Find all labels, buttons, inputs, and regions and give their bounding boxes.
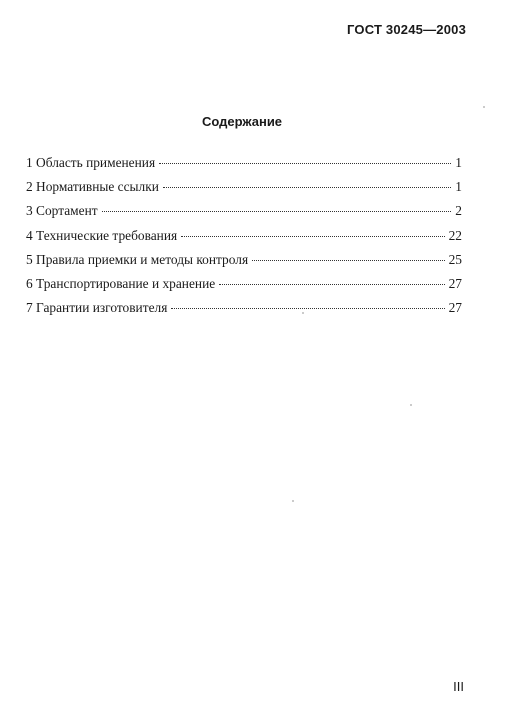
toc-entry-text: 1 Область применения [26, 155, 156, 170]
toc-entry-text: 4 Технические требования [26, 227, 178, 243]
toc-entry-page: 27 [448, 300, 462, 316]
toc-dot-leader [219, 284, 444, 285]
toc-entry-text: 6 Транспортирование и хранение [26, 275, 216, 291]
toc-dot-leader [252, 260, 445, 261]
page-number: III [453, 679, 464, 694]
toc-dot-leader [171, 308, 444, 309]
toc-entry-page: 1 [455, 155, 462, 170]
toc-entry-text: 7 Гарантии изготовителя [26, 300, 168, 316]
toc-entry-page: 2 [455, 203, 462, 219]
toc-entry[interactable] [26, 252, 462, 276]
toc-entry[interactable] [26, 300, 462, 324]
toc-title: Содержание [201, 114, 283, 129]
document-code: ГОСТ 30245—2003 [347, 22, 466, 37]
scan-speck [292, 500, 294, 502]
scan-speck [302, 312, 304, 314]
table-of-contents [26, 155, 462, 324]
toc-entry-text: 3 Сортамент [26, 203, 98, 219]
toc-entry[interactable] [26, 155, 462, 179]
scan-speck [410, 404, 412, 406]
toc-dot-leader [163, 187, 451, 188]
toc-entry-text: 5 Правила приемки и методы контроля [26, 251, 249, 267]
toc-entry-page: 25 [448, 251, 462, 267]
toc-dot-leader [102, 211, 452, 212]
toc-entry-page: 27 [448, 275, 462, 291]
toc-entry[interactable] [26, 276, 462, 300]
scan-speck [483, 106, 485, 108]
toc-entry[interactable] [26, 228, 462, 252]
toc-entry[interactable] [26, 179, 462, 203]
toc-dot-leader [159, 163, 451, 164]
toc-entry-page: 22 [448, 227, 462, 243]
toc-dot-leader [181, 236, 444, 237]
toc-entry-text: 2 Нормативные ссылки [26, 179, 159, 195]
toc-entry[interactable] [26, 203, 462, 227]
toc-entry-page: 1 [455, 179, 462, 195]
